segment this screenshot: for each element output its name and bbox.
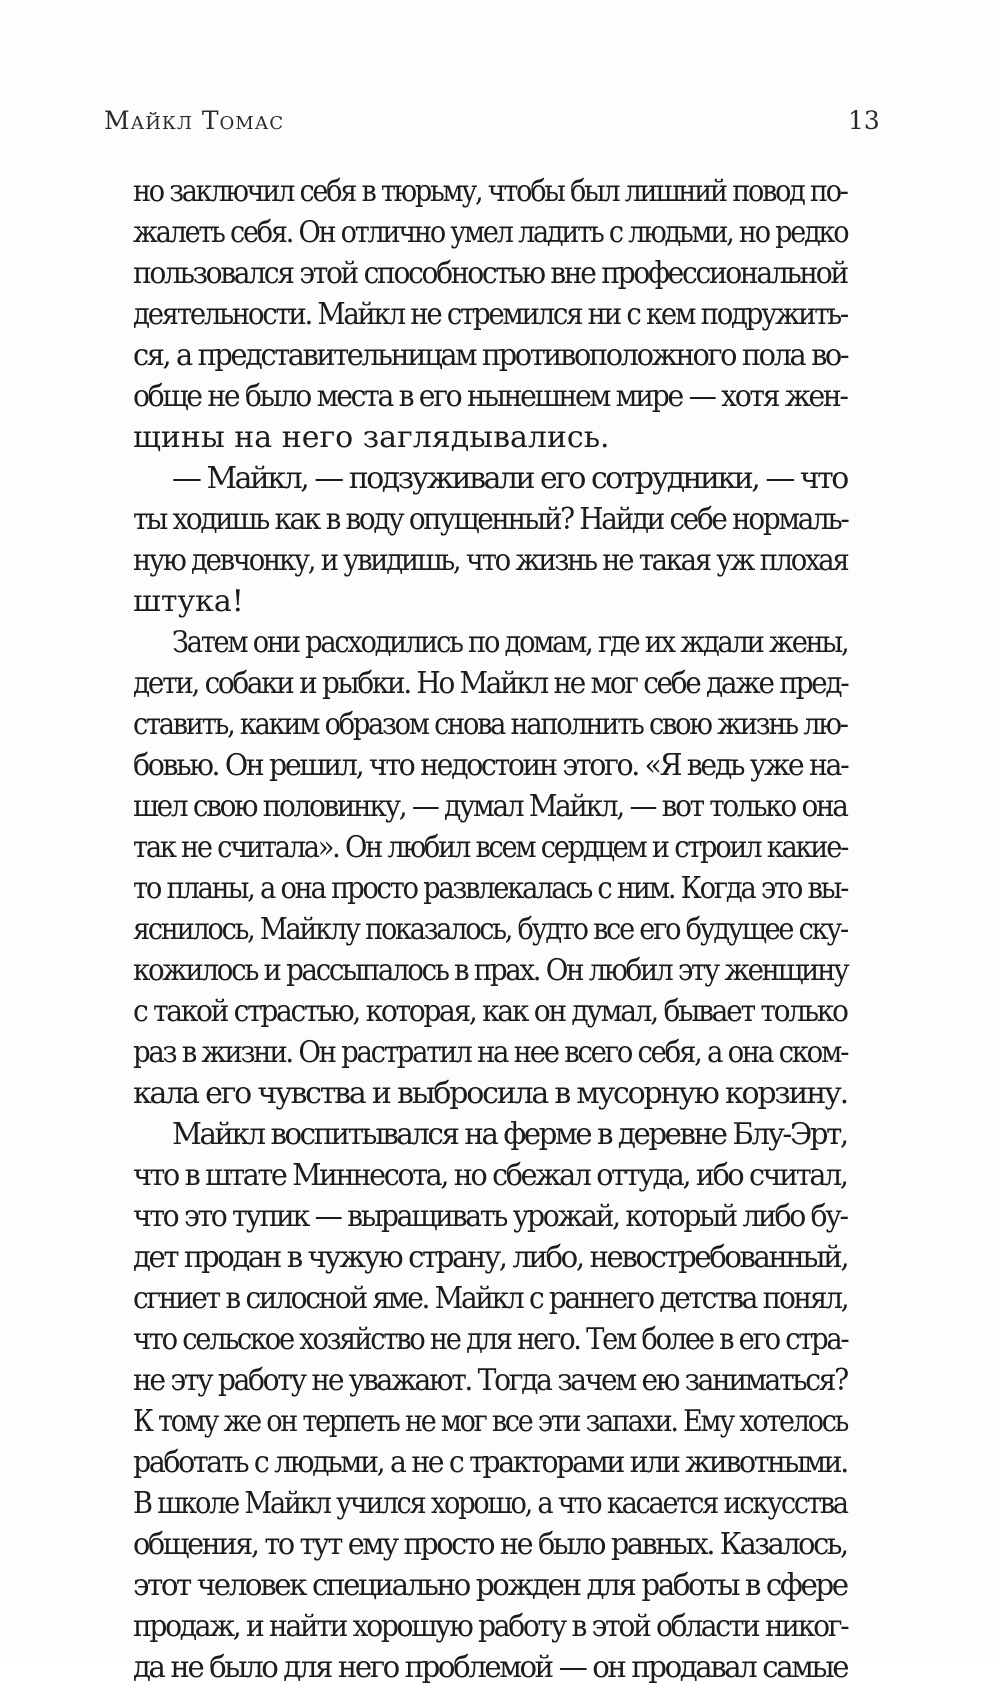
text-line: сгниет в силосной яме. Майкл с раннего детства понял, bbox=[133, 1281, 848, 1316]
text-line: что сельское хозяйство не для него. Тем более в его стра- bbox=[133, 1322, 848, 1357]
text-line: с такой страстью, которая, как он думал, бывает только bbox=[133, 994, 847, 1029]
text-line: щины на него заглядывались. bbox=[133, 420, 610, 455]
text-line: общения, то тут ему просто не было равных. Казалось, bbox=[133, 1527, 847, 1562]
text-line: да не было для него проблемой — он продавал самые bbox=[133, 1650, 848, 1685]
text-line: шел свою половинку, — думал Майкл, — вот только она bbox=[133, 789, 847, 824]
running-head: Майкл Томас bbox=[104, 106, 285, 135]
text-line: работать с людьми, а не с тракторами или животными. bbox=[133, 1445, 847, 1480]
text-line: ты ходишь как в воду опущенный? Найди себе нормаль- bbox=[133, 502, 848, 537]
text-line: так не считала». Он любил всем сердцем и строил какие- bbox=[133, 830, 848, 865]
text-line: яснилось, Майклу показалось, будто все его будущее ску- bbox=[133, 912, 847, 947]
text-line: штука! bbox=[133, 584, 244, 619]
text-line: — Майкл, — подзуживали его сотрудники, — что bbox=[172, 461, 847, 496]
text-line: Затем они расходились по домам, где их ждали жены, bbox=[172, 625, 848, 660]
text-line: деятельности. Майкл не стремился ни с кем подружить- bbox=[133, 297, 847, 332]
text-line: не эту работу не уважают. Тогда зачем ею заниматься? bbox=[133, 1363, 847, 1398]
text-line: В школе Майкл учился хорошо, а что касается искусства bbox=[133, 1486, 847, 1521]
text-line: продаж, и найти хорошую работу в этой области никог- bbox=[133, 1609, 848, 1644]
text-line: раз в жизни. Он растратил на нее всего себя, а она ском- bbox=[133, 1035, 848, 1070]
text-line: но заключил себя в тюрьму, чтобы был лишний повод по- bbox=[133, 174, 847, 209]
text-line: кала его чувства и выбросила в мусорную корзину. bbox=[133, 1076, 847, 1111]
text-line: ся, а представительницам противоположного пола во- bbox=[133, 338, 848, 373]
text-line: что это тупик — выращивать урожай, который либо бу- bbox=[133, 1199, 847, 1234]
text-line: пользовался этой способностью вне профессиональной bbox=[133, 256, 847, 291]
text-line: ную девчонку, и увидишь, что жизнь не такая уж плохая bbox=[133, 543, 848, 578]
text-line: обще не было места в его нынешнем мире — хотя жен- bbox=[133, 379, 847, 414]
text-line: Майкл воспитывался на ферме в деревне Блу-Эрт, bbox=[172, 1117, 847, 1152]
text-line: ставить, каким образом снова наполнить свою жизнь лю- bbox=[133, 707, 847, 742]
text-line: кожилось и рассыпалось в прах. Он любил эту женщину bbox=[133, 953, 848, 988]
text-line: то планы, а она просто развлекалась с ним. Когда это вы- bbox=[133, 871, 848, 906]
text-line: жалеть себя. Он отлично умел ладить с людьми, но редко bbox=[133, 215, 848, 250]
text-line: бовью. Он решил, что недостоин этого. «Я ведь уже на- bbox=[133, 748, 848, 783]
page-number: 13 bbox=[848, 106, 880, 135]
text-line: что в штате Миннесота, но сбежал оттуда, ибо считал, bbox=[133, 1158, 847, 1193]
text-line: этот человек специально рожден для работы в сфере bbox=[133, 1568, 847, 1603]
text-line: дет продан в чужую страну, либо, невостребованный, bbox=[133, 1240, 848, 1275]
text-line: К тому же он терпеть не мог все эти запахи. Ему хотелось bbox=[133, 1404, 848, 1439]
text-line: дети, собаки и рыбки. Но Майкл не мог себе даже пред- bbox=[133, 666, 848, 701]
